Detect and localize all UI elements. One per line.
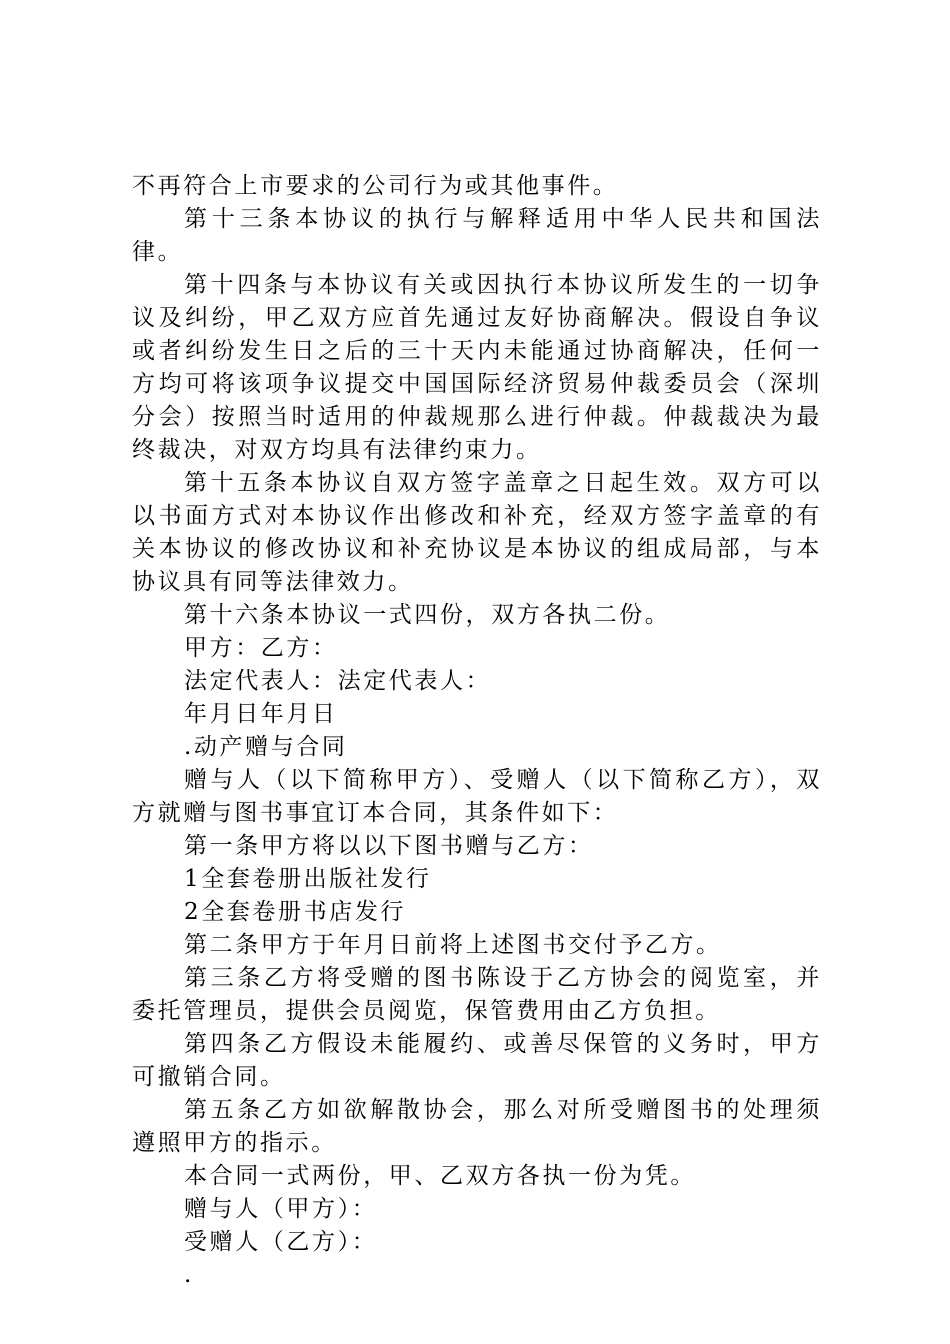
signature-representatives: 法定代表人：法定代表人： (184, 668, 492, 694)
signature-donee: 受赠人（乙方）： (184, 1229, 378, 1255)
list-item-book-1: 1全套卷册出版社发行 (184, 866, 432, 892)
trailing-dot: . (184, 1262, 194, 1288)
list-item-book-2: 2全套卷册书店发行 (184, 899, 407, 925)
paragraph-article-3: 第三条乙方将受赠的图书陈设于乙方协会的阅览室，并委托管理员，提供会员阅览，保管费用由乙方负担。 (132, 965, 822, 1024)
paragraph-continuation: 不再符合上市要求的公司行为或其他事件。 (132, 173, 619, 199)
paragraph-article-15: 第十五条本协议自双方签字盖章之日起生效。双方可以以书面方式对本协议作出修改和补充，经双方签字盖章的有关本协议的修改协议和补充协议是本协议的组成局部，与本协议具有同等法律效力。 (132, 470, 822, 595)
paragraph-article-13: 第十三条本协议的执行与解释适用中华人民共和国法律。 (132, 206, 822, 265)
signature-donor: 赠与人（甲方）： (184, 1196, 378, 1222)
paragraph-article-1: 第一条甲方将以以下图书赠与乙方： (184, 833, 594, 859)
document-body (132, 170, 822, 1292)
paragraph-article-16: 第十六条本协议一式四份，双方各执二份。 (184, 602, 671, 628)
paragraph-article-4: 第四条乙方假设未能履约、或善尽保管的义务时，甲方可撤销合同。 (132, 1031, 822, 1090)
paragraph-article-5: 第五条乙方如欲解散协会，那么对所受赠图书的处理须遵照甲方的指示。 (132, 1097, 822, 1156)
contract-title: .动产赠与合同 (184, 734, 348, 760)
signature-parties: 甲方：乙方： (184, 635, 338, 661)
paragraph-article-2: 第二条甲方于年月日前将上述图书交付予乙方。 (184, 932, 722, 958)
signature-dates: 年月日年月日 (184, 701, 338, 727)
paragraph-article-14: 第十四条与本协议有关或因执行本协议所发生的一切争议及纠纷，甲乙双方应首先通过友好协商解决。假设自争议或者纠纷发生日之后的三十天内未能通过协商解决，任何一方均可将该项争议提交中国国际经济贸易仲裁委员会（深圳分会）按照当时适用的仲裁规那么进行仲裁。仲裁裁决为最终裁决，对双方均具有法律约束力。 (132, 272, 822, 463)
paragraph-preamble: 赠与人（以下简称甲方）、受赠人（以下简称乙方），双方就赠与图书事宜订本合同，其条件如下： (132, 767, 822, 826)
paragraph-copies: 本合同一式两份，甲、乙双方各执一份为凭。 (184, 1163, 696, 1189)
